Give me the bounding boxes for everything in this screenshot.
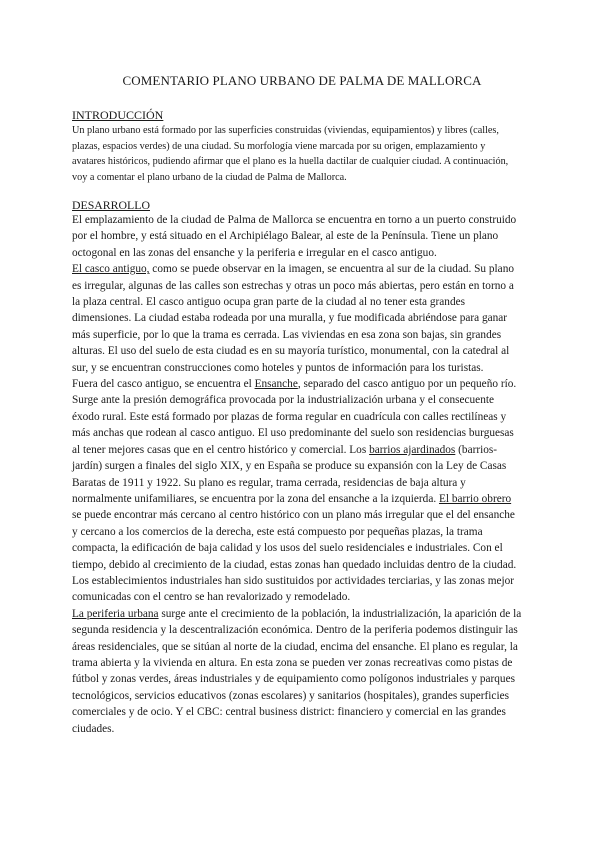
barrios-ajardinados-term: barrios ajardinados xyxy=(369,443,456,456)
paragraph-periferia xyxy=(72,606,522,737)
development-section xyxy=(72,198,522,737)
introduction-text: Un plano urbano está formado por las superficies construidas (viviendas, equipamientos) y libres (calles, plazas, espacios verdes) de una ciudad. Su morfología viene marcada por su origen, emplazamiento y avatares históricos, pudiendo afirmar que el plano es la huella dactilar de cualquier ciudad. A continuación, voy a comentar el plano urbano de la ciudad de Palma de Mallorca. xyxy=(72,125,509,183)
paragraph-ensanche xyxy=(72,376,522,606)
periferia-term: La periferia urbana xyxy=(72,607,159,620)
paragraph-casco-antiguo xyxy=(72,261,522,376)
ensanche-text-d: se puede encontrar más cercano al centro histórico con un plano más irregular que el del ensanche y cercano a los comercios de la derecha, este está compuesto por pequeñas plazas, la trama compacta, la edificación de baja calidad y los usos del suelo residenciales e industriales. Con el tiempo, debido al crecimiento de la ciudad, estas zonas han quedado incluidas dentro de la ciudad. Los establecimientos industriales han sido sustituidos por actividades terciarias, y las zonas mejor comunicadas con el centro se han revalorizado y remodelado. xyxy=(72,509,517,604)
development-heading: DESARROLLO xyxy=(72,198,150,212)
document-title: COMENTARIO PLANO URBANO DE PALMA DE MALLORCA xyxy=(122,73,482,88)
casco-antiguo-term: El casco antiguo, xyxy=(72,263,150,276)
ensanche-text-c: (barrios-jardín) surgen a finales del siglo XIX, y en España se produce su expansión con la Ley de Casas Baratas de 1911 y 1922. Su plano es regular, trama cerrada, residencias de baja altura y normalmente unifamiliares, se encuentra por la zona del ensanche a la izquierda. xyxy=(72,443,507,505)
introduction-heading: INTRODUCCIÓN xyxy=(72,108,164,122)
periferia-text: surge ante el crecimiento de la población, la industrialización, la aparición de la segunda residencia y la descentralización económica. Dentro de la periferia podemos distinguir las áreas residenciales, que se sitúan al norte de la ciudad, encima del ensanche. El plano es regular, la trama abierta y la vivienda en altura. En esta zona se pueden ver zonas recreativas como pistas de fútbol y zonas verdes, áreas industriales y de equipamiento como polígonos industriales y parques tecnológicos, servicios educativos (zonas escolares) y sanitarios (hospitales), grandes superficies comerciales y de ocio. Y el CBC: central business district: financiero y comercial en las grandes ciudades. xyxy=(72,607,522,735)
ensanche-text-a: Fuera del casco antiguo, se encuentra el xyxy=(72,378,255,391)
ensanche-term: Ensanche xyxy=(254,378,298,391)
casco-antiguo-text: como se puede observar en la imagen, se encuentra al sur de la ciudad. Su plano es irregular, algunas de las calles son estrechas y otras un poco más abiertas, pero están en torno a la plaza central. El casco antiguo ocupa gran parte de la ciudad al no tener esta grandes dimensiones. La ciudad estaba rodeada por una muralla, y fue modificada abriéndose para ganar más superficie, por lo que la trama es cerrada. Las viviendas en esa zona son bajas, sin grandes alturas. El uso del suelo de esta ciudad es en su mayoría turístico, monumental, con la catedral al sur, y se encuentran construcciones como hoteles y puntos de información para los turistas. xyxy=(72,263,514,374)
ensanche-text-b: , separado del casco antiguo por un pequeño río. Surge ante la presión demográfica provocada por la industrialización urbana y el consecuente éxodo rural. Este está formado por plazas de forma regular en cuadrícula con calles rectilíneas y más anchas que rodean al casco antiguo. El uso predominante del suelo son residencias burguesas al tener mejores casas que en el centro histórico y comercial. Los xyxy=(72,378,517,456)
barrio-obrero-term: El barrio obrero xyxy=(438,492,512,505)
paragraph-emplazamiento: El emplazamiento de la ciudad de Palma de Mallorca se encuentra en torno a un puerto construido por el hombre, y está situado en el Archipiélago Balear, al este de la Península. Tiene un plano octogonal en las zonas del ensanche y la periferia e irregular en el casco antiguo. xyxy=(72,214,517,259)
introduction-section xyxy=(72,108,518,185)
